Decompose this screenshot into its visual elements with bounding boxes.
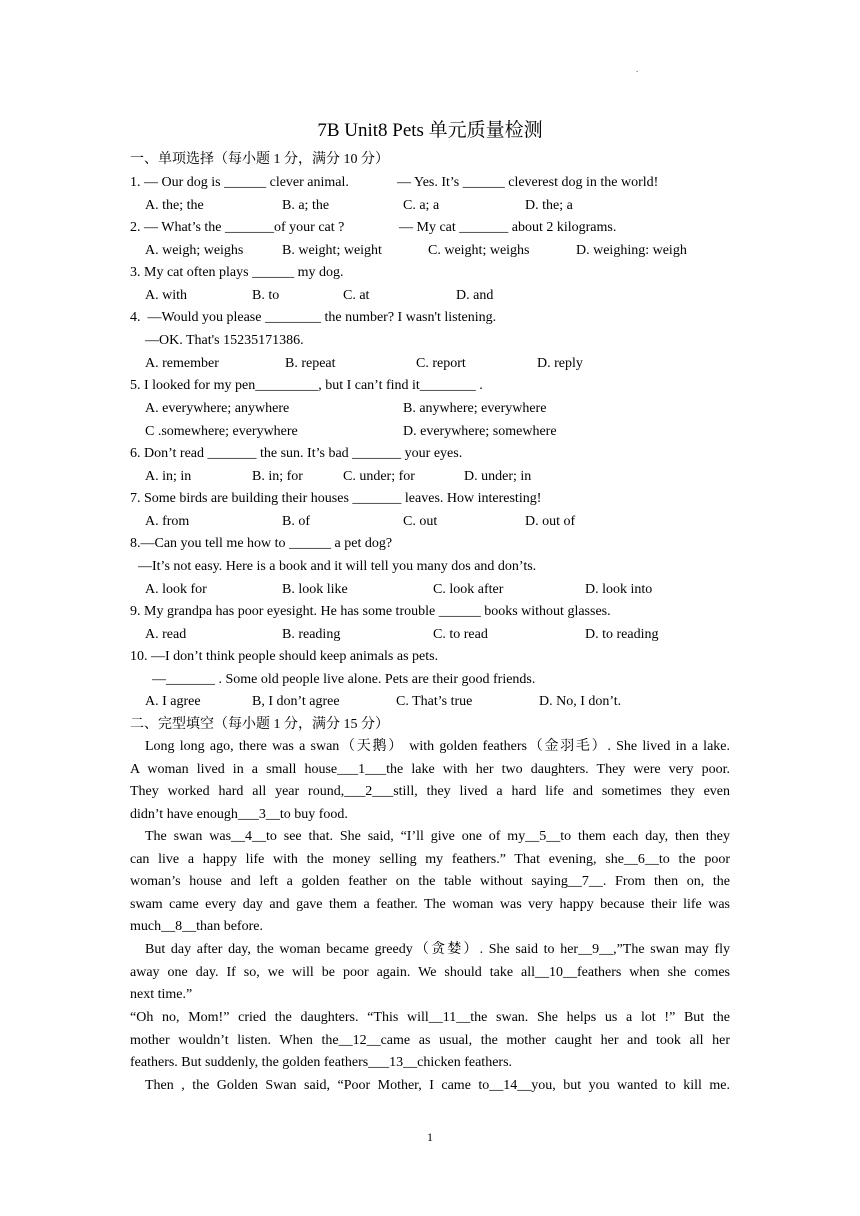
q8-option-d[interactable]: D. look into: [585, 582, 653, 597]
q6-option-d[interactable]: D. under; in: [464, 469, 532, 484]
cloze-line: The swan was__4__to see that. She said, “I’ll give one of my__5__to them each day, then they: [145, 829, 730, 844]
q6-stem: 6. Don’t read _______ the sun. It’s bad _______ your eyes.: [130, 446, 463, 461]
q9-option-d[interactable]: D. to reading: [585, 627, 659, 642]
page-title: 7B Unit8 Pets 单元质量检测: [317, 120, 543, 141]
section1-heading: 一、单项选择（每小题 1 分，满分 10 分）: [130, 152, 389, 167]
cloze-line: woman’s house and left a golden feather on the table without saying__7__. From then on, the: [130, 874, 730, 890]
q4-stem: 4. —Would you please ________ the number? I wasn't listening.: [130, 310, 497, 325]
q7-option-d[interactable]: D. out of: [525, 514, 576, 529]
cloze-line: next time.”: [130, 987, 193, 1003]
q4-option-c[interactable]: C. report: [416, 356, 466, 371]
cloze-line: can live a happy life with the money selling my feathers.” That evening, she__6__to the poor: [130, 851, 730, 867]
cloze-line: Long long ago, there was a swan（天鹅） with golden feathers（金羽毛）. She lived in a lake.: [145, 739, 730, 754]
cloze-paragraph-4: [130, 1007, 730, 1075]
q6-option-a[interactable]: A. in; in: [145, 469, 192, 484]
q7-stem: 7. Some birds are building their houses _______ leaves. How interesting!: [130, 491, 542, 506]
cloze-line: away one day. If so, we will be poor again. We should take all__10__feathers when she comes: [130, 964, 730, 980]
q8-stem-reply: —It’s not easy. Here is a book and it will tell you many dos and don’ts.: [138, 559, 537, 574]
q2-option-b[interactable]: B. weight; weight: [282, 243, 382, 258]
cloze-line: Then , the Golden Swan said, “Poor Mother, I came to__14__you, but you wanted to kill me.: [145, 1078, 730, 1093]
q2-stem: 2. — What’s the _______of your cat ?: [130, 220, 345, 235]
q2-option-a[interactable]: A. weigh; weighs: [145, 243, 244, 258]
q4-option-d[interactable]: D. reply: [537, 356, 583, 371]
cloze-paragraph-1: [130, 736, 730, 826]
q10-option-d[interactable]: D. No, I don’t.: [539, 694, 622, 709]
cloze-line: “Oh no, Mom!” cried the daughters. “This will__11__the swan. She helps us a lot !” But the: [130, 1010, 730, 1025]
q7-option-a[interactable]: A. from: [145, 514, 190, 529]
q10-option-c[interactable]: C. That’s true: [396, 694, 473, 709]
q5-option-b[interactable]: B. anywhere; everywhere: [403, 401, 547, 416]
q7-option-b[interactable]: B. of: [282, 514, 310, 529]
q3-option-d[interactable]: D. and: [456, 288, 494, 303]
q10-stem-reply: —_______ . Some old people live alone. Pets are their good friends.: [152, 672, 536, 687]
page-number: 1: [427, 1130, 433, 1144]
q2-option-c[interactable]: C. weight; weighs: [428, 243, 530, 258]
q1-option-d[interactable]: D. the; a: [525, 198, 573, 213]
q8-option-a[interactable]: A. look for: [145, 582, 207, 597]
cloze-line: But day after day, the woman became greedy（贪婪）. She said to her__9__,”The swan may fly: [145, 942, 730, 957]
q3-option-a[interactable]: A. with: [145, 288, 187, 303]
q9-option-b[interactable]: B. reading: [282, 627, 341, 642]
q4-option-b[interactable]: B. repeat: [285, 356, 336, 371]
q3-option-b[interactable]: B. to: [252, 288, 280, 303]
q1-stem-reply: — Yes. It’s ______ cleverest dog in the world!: [397, 175, 659, 190]
q2-stem-reply: — My cat _______ about 2 kilograms.: [399, 220, 617, 235]
cloze-line: didn’t have enough___3__to buy food.: [130, 806, 348, 822]
q10-option-a[interactable]: A. I agree: [145, 694, 201, 709]
q10-stem: 10. —I don’t think people should keep animals as pets.: [130, 649, 439, 664]
q1-option-b[interactable]: B. a; the: [282, 198, 330, 213]
q3-option-c[interactable]: C. at: [343, 288, 370, 303]
section2-heading: 二、完型填空（每小题 1 分，满分 15 分）: [130, 717, 389, 732]
cloze-paragraph-3: [130, 939, 730, 1007]
cloze-line: much__8__than before.: [130, 919, 263, 935]
cloze-line: swam came every day and gave them a feather. The woman was very happy because their life was: [130, 896, 730, 912]
q5-option-d[interactable]: D. everywhere; somewhere: [403, 424, 557, 439]
q8-stem: 8.—Can you tell me how to ______ a pet dog?: [130, 536, 393, 551]
cloze-line: A woman lived in a small house___1___the lake with her two daughters. They were very poor.: [130, 761, 730, 777]
q3-stem: 3. My cat often plays ______ my dog.: [130, 265, 344, 280]
q7-option-c[interactable]: C. out: [403, 514, 438, 529]
q10-option-b[interactable]: B, I don’t agree: [252, 694, 340, 709]
q1-stem: 1. — Our dog is ______ clever animal.: [130, 175, 349, 190]
q8-option-c[interactable]: C. look after: [433, 582, 504, 597]
q9-option-c[interactable]: C. to read: [433, 627, 488, 642]
q1-option-c[interactable]: C. a; a: [403, 198, 440, 213]
q5-option-c[interactable]: C .somewhere; everywhere: [145, 424, 298, 439]
q4-option-a[interactable]: A. remember: [145, 356, 219, 371]
cloze-paragraph-2: [130, 826, 730, 939]
corner-mark: .: [636, 64, 639, 74]
q9-stem: 9. My grandpa has poor eyesight. He has some trouble ______ books without glasses.: [130, 604, 611, 619]
q4-stem-reply: —OK. That's 15235171386.: [145, 333, 304, 348]
q6-option-b[interactable]: B. in; for: [252, 469, 303, 484]
q8-option-b[interactable]: B. look like: [282, 582, 348, 597]
q5-stem: 5. I looked for my pen_________, but I can’t find it________ .: [130, 378, 483, 393]
q5-option-a[interactable]: A. everywhere; anywhere: [145, 401, 290, 416]
cloze-paragraph-5: [130, 1075, 730, 1098]
q6-option-c[interactable]: C. under; for: [343, 469, 415, 484]
q2-option-d[interactable]: D. weighing: weigh: [576, 243, 687, 258]
cloze-line: feathers. But suddenly, the golden feathers___13__chicken feathers.: [130, 1055, 513, 1071]
cloze-line: They worked hard all year round,___2___still, they lived a hard life and sometimes they even: [130, 784, 730, 800]
q1-option-a[interactable]: A. the; the: [145, 198, 204, 213]
q9-option-a[interactable]: A. read: [145, 627, 187, 642]
cloze-line: mother wouldn’t listen. When the__12__came as usual, the mother caught her and took all her: [130, 1032, 730, 1048]
